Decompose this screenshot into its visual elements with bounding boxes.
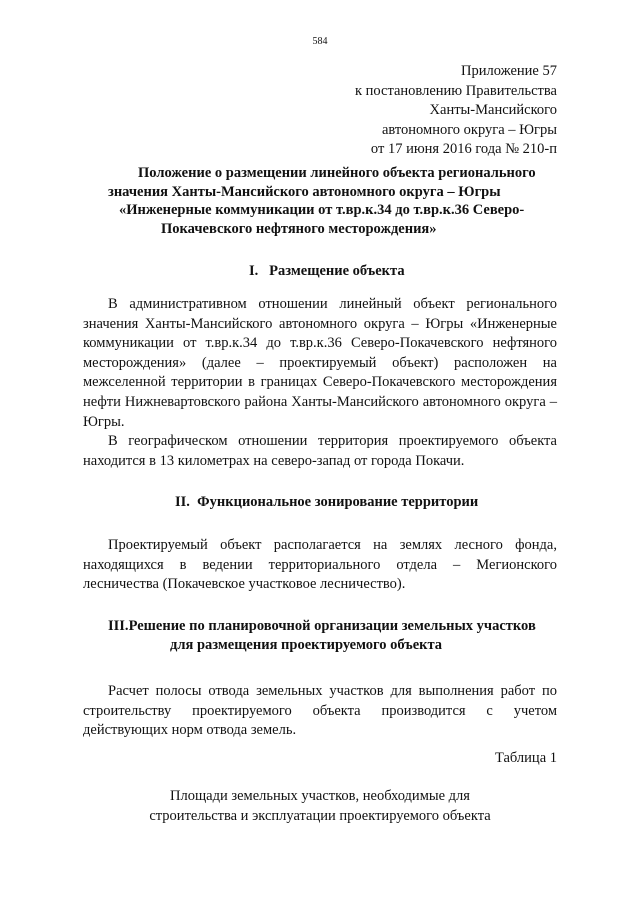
table-caption	[0, 787, 640, 826]
section-number: I.	[249, 263, 259, 279]
section-title: Размещение объекта	[269, 263, 405, 279]
title-line: Покачевского нефтяного месторождения»	[161, 220, 437, 237]
appendix-line: от 17 июня 2016 года № 210-п	[370, 141, 557, 157]
title-line: значения Ханты-Мансийского автономного округа – Югры	[108, 183, 501, 200]
title-line: Положение о размещении линейного объекта регионального	[138, 165, 536, 181]
page-number: 584	[312, 36, 328, 47]
paragraph: В административном отношении линейный объект регионального значения Ханты-Мансийского автономного округа – Югры «Инженерные коммуникации от т.вр.к.34 до т.вр.к.36 Северо-Покачевского нефтяного месторождения» (далее – проектируемый объект) расположен на межселенной территории в границах Северо-Покачевского месторождения нефти Нижневартовского района Ханты-Мансийского автономного округа – Югры.	[83, 296, 557, 430]
title-line: «Инженерные коммуникации от т.вр.к.34 до т.вр.к.36 Северо-	[119, 202, 525, 218]
paragraph: Расчет полосы отвода земельных участков для выполнения работ по строительству проектируемого объекта производится с учетом действующих норм отвода земель.	[83, 683, 557, 739]
section-number: III.	[108, 618, 129, 634]
table-label: Таблица 1	[494, 750, 557, 766]
appendix-header	[257, 62, 557, 160]
appendix-line: Приложение 57	[461, 63, 557, 79]
appendix-line: Ханты-Мансийского	[429, 102, 557, 118]
table-caption-line: строительства и эксплуатации проектируемого объекта	[149, 807, 491, 824]
appendix-line: автономного округа – Югры	[381, 121, 557, 138]
document-title	[92, 164, 562, 238]
table-caption-line: Площади земельных участков, необходимые для	[170, 788, 470, 804]
section-title-continued: для размещения проектируемого объекта	[170, 637, 443, 653]
section-title: Решение по планировочной организации земельных участков	[128, 618, 536, 634]
section-number: II.	[175, 494, 190, 510]
paragraph: Проектируемый объект располагается на землях лесного фонда, находящихся в ведении территориального отдела – Мегионского лесничества (Покачевское участковое лесничество).	[83, 537, 557, 593]
section-title: Функциональное зонирование территории	[197, 494, 479, 510]
paragraph: В географическом отношении территория проектируемого объекта находится в 13 километрах на северо-запад от города Покачи.	[83, 433, 557, 469]
appendix-line: к постановлению Правительства	[355, 82, 557, 99]
